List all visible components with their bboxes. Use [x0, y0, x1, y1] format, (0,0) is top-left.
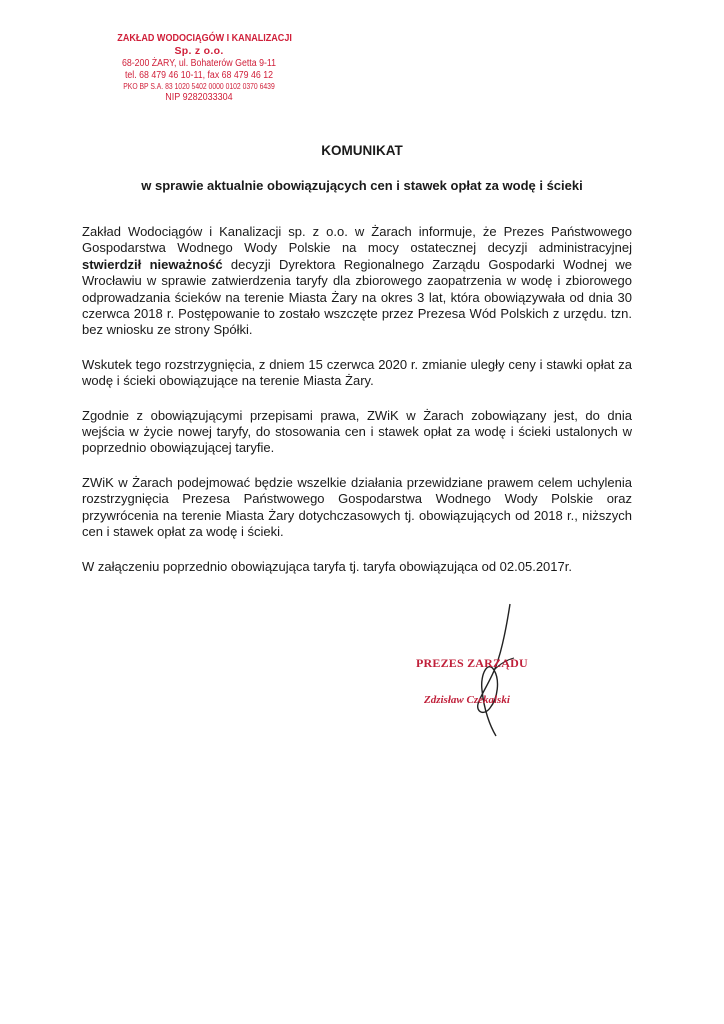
paragraph-2: Wskutek tego rozstrzygnięcia, z dniem 15 czerwca 2020 r. zmianie uległy ceny i stawki opłat za wodę i ścieki obowiązujące na terenie Miasta Żary. — [82, 356, 632, 389]
company-stamp — [104, 32, 294, 103]
paragraph-3: Zgodnie z obowiązującymi przepisami prawa, ZWiK w Żarach zobowiązany jest, do dnia wejścia w życie nowej taryfy, do stosowania cen i stawek opłat za wodę i ścieki ustalonych w poprzednio obowiązującej taryfie. — [82, 407, 632, 456]
signature-title: PREZES ZARZĄDU — [416, 656, 528, 670]
stamp-phone-fax: tel. 68 479 46 10-11, fax 68 479 46 12 — [124, 70, 274, 81]
stamp-bank-account: PKO BP S.A. 83 1020 5402 0000 0102 0370 6439 — [123, 82, 275, 91]
paragraph-5: W załączeniu poprzednio obowiązująca taryfa tj. taryfa obowiązująca od 02.05.2017r. — [82, 558, 572, 574]
paragraph-1-end: decyzji Dyrektora Regionalnego Zarządu Gospodarki Wodnej we Wrocławiu w sprawie zatwierdzenia taryfy dla zbiorowego zaopatrzenia w wodę i zbiorowego odprowadzania ścieków na terenie Miasta Żary na okres 3 lat, która obowiązywała od dnia 30 czerwca 2018 r. Postępowanie to zostało wszczęte przez Prezesa Wód Polskich z urzędu. tzn. bez wniosku ze strony Spółki. — [82, 256, 632, 338]
paragraph-1 — [82, 224, 632, 339]
stamp-nip: NIP 9282033304 — [165, 92, 233, 103]
paragraph-4: ZWiK w Żarach podejmować będzie wszelkie działania przewidziane prawem celem uchylenia rozstrzygnięcia Prezesa Państwowego Gospodarstwa Wodnego Wody Polskie oraz przywrócenia na terenie Miasta Żary dotychczasowych tj. obowiązujących od 2018 r., niższych cen i stawek opłat za wodę i ścieki. — [82, 474, 632, 540]
document-title: KOMUNIKAT — [321, 143, 403, 158]
stamp-company-form: Sp. z o.o. — [174, 45, 224, 57]
paragraph-1-start: Zakład Wodociągów i Kanalizacji sp. z o.o. w Żarach informuje, że Prezes Państwowego Gospodarstwa Wodnego Wody Polskie na mocy ostatecznej decyzji administracyjnej — [82, 224, 632, 256]
stamp-address: 68-200 ŻARY, ul. Bohaterów Getta 9-11 — [121, 58, 277, 69]
signature-name: Zdzisław Czekalski — [424, 694, 510, 706]
stamp-company-name: ZAKŁAD WODOCIĄGÓW I KANALIZACJI — [117, 32, 292, 44]
paragraph-1-emphasis: stwierdził nieważność — [82, 256, 223, 272]
document-body — [82, 224, 632, 593]
document-subtitle: w sprawie aktualnie obowiązujących cen i stawek opłat za wodę i ścieki — [141, 178, 583, 193]
